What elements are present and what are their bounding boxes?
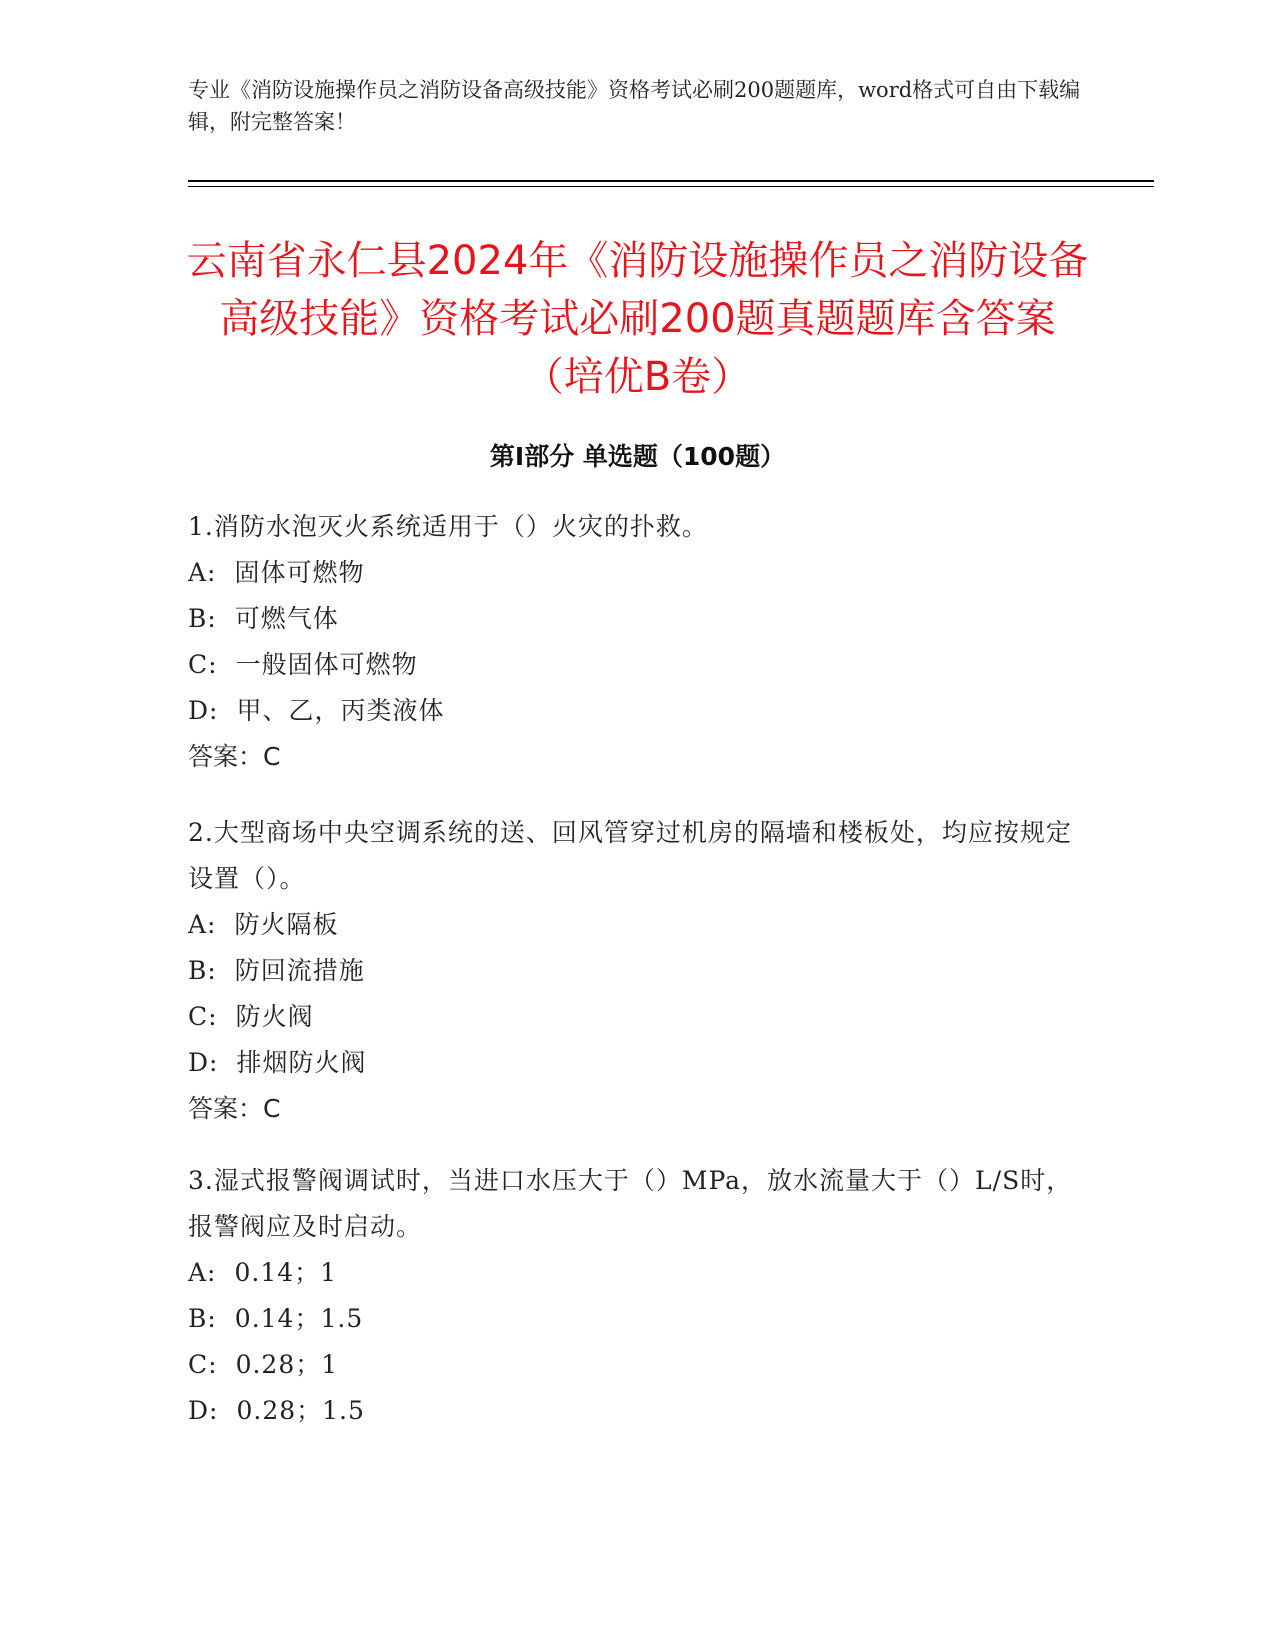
option-text: 固体可燃物 (234, 558, 365, 587)
option-text: 0.28；1.5 (236, 1396, 365, 1425)
option-letter: D: (188, 1396, 219, 1425)
header-rule-thin (188, 186, 1154, 187)
option-letter: A: (188, 1258, 217, 1287)
question-3 (188, 1158, 1088, 1434)
option-letter: A: (188, 558, 217, 587)
option-text: 防火隔板 (234, 910, 339, 939)
option-letter: A: (188, 910, 217, 939)
option-letter: C: (188, 650, 218, 679)
option-b (188, 596, 1088, 642)
option-text: 0.14；1 (234, 1258, 338, 1287)
option-d (188, 1040, 1088, 1086)
answer-line: 答案：C (188, 742, 281, 771)
header-rule-thick (188, 180, 1154, 182)
option-a (188, 550, 1088, 596)
option-text: 可燃气体 (234, 604, 339, 633)
question-stem: 2.大型商场中央空调系统的送、回风管穿过机房的隔墙和楼板处，均应按规定设置（）。 (188, 818, 1072, 893)
option-text: 一般固体可燃物 (235, 650, 418, 679)
option-letter: D: (188, 1048, 219, 1077)
option-text: 排烟防火阀 (236, 1048, 367, 1077)
question-stem: 3.湿式报警阀调试时，当进口水压大于（）MPa，放水流量大于（）L/S时，报警阀应及时启动。 (188, 1166, 1073, 1241)
answer-line: 答案：C (188, 1094, 281, 1123)
option-d (188, 1388, 1088, 1434)
option-letter: B: (188, 604, 217, 633)
option-letter: C: (188, 1350, 218, 1379)
question-stem: 1.消防水泡灭火系统适用于（）火灾的扑救。 (188, 512, 708, 541)
option-b (188, 948, 1088, 994)
option-text: 0.14；1.5 (234, 1304, 364, 1333)
option-text: 甲、乙，丙类液体 (236, 696, 445, 725)
header-note: 专业《消防设施操作员之消防设备高级技能》资格考试必刷200题题库，word格式可自由下载编辑，附完整答案！ (188, 78, 1081, 134)
document-title: 云南省永仁县2024年《消防设施操作员之消防设备高级技能》资格考试必刷200题真题题库含答案（培优B卷） (186, 238, 1089, 400)
option-text: 防回流措施 (234, 956, 365, 985)
option-c (188, 642, 1088, 688)
option-text: 0.28；1 (235, 1350, 339, 1379)
option-text: 防火阀 (235, 1002, 314, 1031)
question-1 (188, 504, 1088, 780)
option-a (188, 902, 1088, 948)
option-b (188, 1296, 1088, 1342)
option-letter: D: (188, 696, 219, 725)
option-letter: B: (188, 1304, 217, 1333)
option-a (188, 1250, 1088, 1296)
option-letter: C: (188, 1002, 218, 1031)
option-c (188, 994, 1088, 1040)
option-d (188, 688, 1088, 734)
option-letter: B: (188, 956, 217, 985)
question-2 (188, 810, 1088, 1132)
section-title: 第Ⅰ部分 单选题（100题） (489, 442, 786, 471)
option-c (188, 1342, 1088, 1388)
